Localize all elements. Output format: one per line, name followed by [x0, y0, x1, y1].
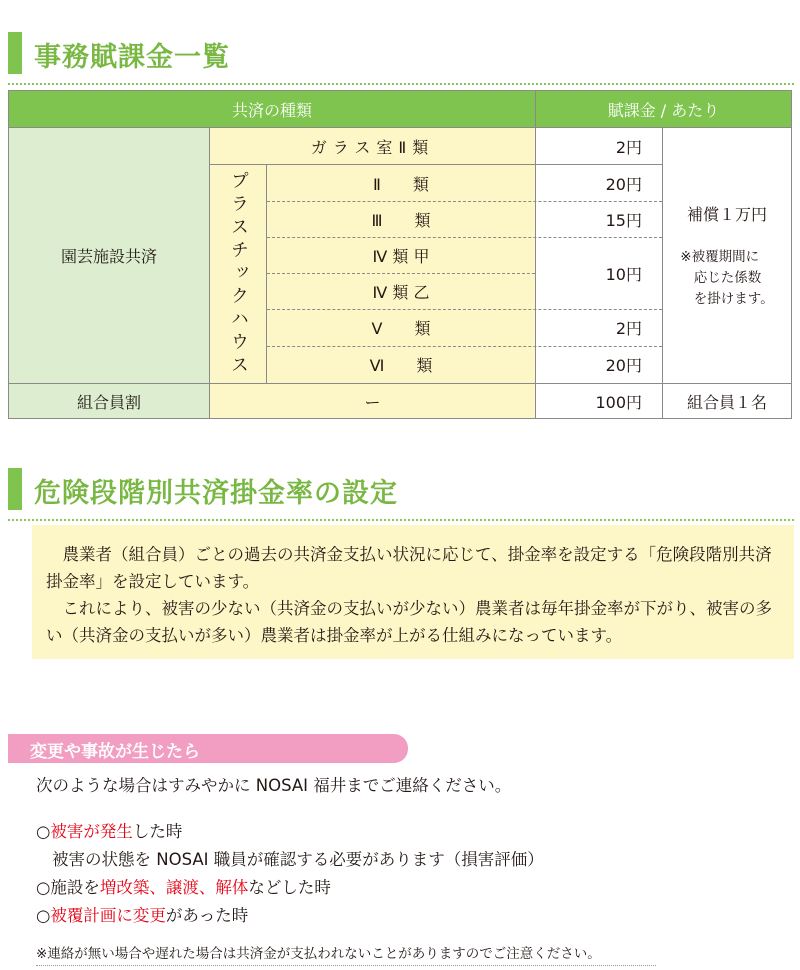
glass-rate: 2円 — [536, 128, 662, 164]
section-title-risk: 危険段階別共済掛金率の設定 — [34, 478, 398, 509]
glass-label: ガラス室Ⅱ類 — [210, 128, 535, 164]
horticulture-label: 園芸施設共済 — [9, 128, 209, 383]
plastic-row-label: Ⅱ 類 — [267, 165, 535, 201]
emphasis-text: 被覆計画に変更 — [50, 906, 166, 925]
plastic-house-label: プラスチックハウス — [210, 165, 266, 383]
heading-accent-bar — [8, 468, 22, 510]
changes-intro: 次のような場合はすみやかに NOSAI 福井までご連絡ください。 — [36, 776, 512, 795]
circle-bullet-icon: ○ — [36, 878, 51, 897]
heading-dotted-rule — [8, 83, 794, 85]
plastic-row-label: Ⅵ 類 — [267, 346, 535, 383]
list-item-damage-detail: 被害の状態を NOSAI 職員が確認する必要があります（損害評価） — [52, 850, 544, 869]
plastic-row-label: Ⅳ 類 甲 — [267, 237, 535, 273]
circle-bullet-icon: ○ — [36, 906, 51, 925]
plastic-row-label: Ⅳ 類 乙 — [267, 273, 535, 309]
risk-description-box — [32, 525, 794, 659]
per-unit-note: ※被覆期間に 応じた係数 を掛けます。 — [680, 248, 774, 307]
per-unit-cell — [663, 128, 791, 383]
circle-bullet-icon: ○ — [36, 822, 51, 841]
risk-paragraph-2: これにより、被害の少ない（共済金の支払いが少ない）農業者は毎年掛金率が下がり、被害の多い（共済金の支払いが多い）農業者は掛金率が上がる仕組みになっています。 — [46, 599, 772, 645]
plastic-row-label: Ⅲ 類 — [267, 201, 535, 237]
plastic-rate-iv: 10円 — [536, 237, 662, 309]
heading-dotted-rule — [8, 519, 794, 521]
changes-label-banner — [8, 734, 408, 763]
header-type: 共済の種類 — [9, 91, 535, 127]
member-type: ー — [210, 384, 535, 418]
header-rate: 賦課金 / あたり — [536, 91, 791, 127]
plastic-rate: 2円 — [536, 309, 662, 346]
member-label: 組合員割 — [9, 384, 209, 418]
list-item-covering: ○被覆計画に変更があった時 — [36, 906, 249, 925]
plastic-rate: 15円 — [536, 201, 662, 237]
risk-paragraph-1: 農業者（組合員）ごとの過去の共済金支払い状況に応じて、掛金率を設定する「危険段階別共済掛金率」を設定しています。 — [46, 545, 772, 591]
changes-label: 変更や事故が生じたら — [30, 742, 200, 762]
footnote-rule — [36, 965, 656, 966]
plastic-rate: 20円 — [536, 346, 662, 383]
heading-accent-bar — [8, 32, 22, 74]
member-per: 組合員１名 — [663, 384, 791, 418]
list-item-facility: ○施設を増改築、譲渡、解体などした時 — [36, 878, 331, 897]
member-rate: 100円 — [536, 384, 662, 418]
list-item-damage: ○被害が発生した時 — [36, 822, 183, 841]
footnote: ※連絡が無い場合や遅れた場合は共済金が支払われないことがありますのでご注意ください。 — [36, 946, 601, 962]
section-title-fees: 事務賦課金一覧 — [34, 42, 230, 73]
plastic-row-label: Ⅴ 類 — [267, 309, 535, 346]
fee-table — [8, 90, 792, 419]
section-heading-fees — [8, 26, 794, 86]
emphasis-text: 増改築、譲渡、解体 — [99, 878, 249, 897]
section-heading-risk — [8, 462, 794, 522]
plastic-rate: 20円 — [536, 165, 662, 201]
emphasis-text: 被害が発生 — [50, 822, 133, 841]
per-unit-label: 補償１万円 — [686, 204, 767, 224]
